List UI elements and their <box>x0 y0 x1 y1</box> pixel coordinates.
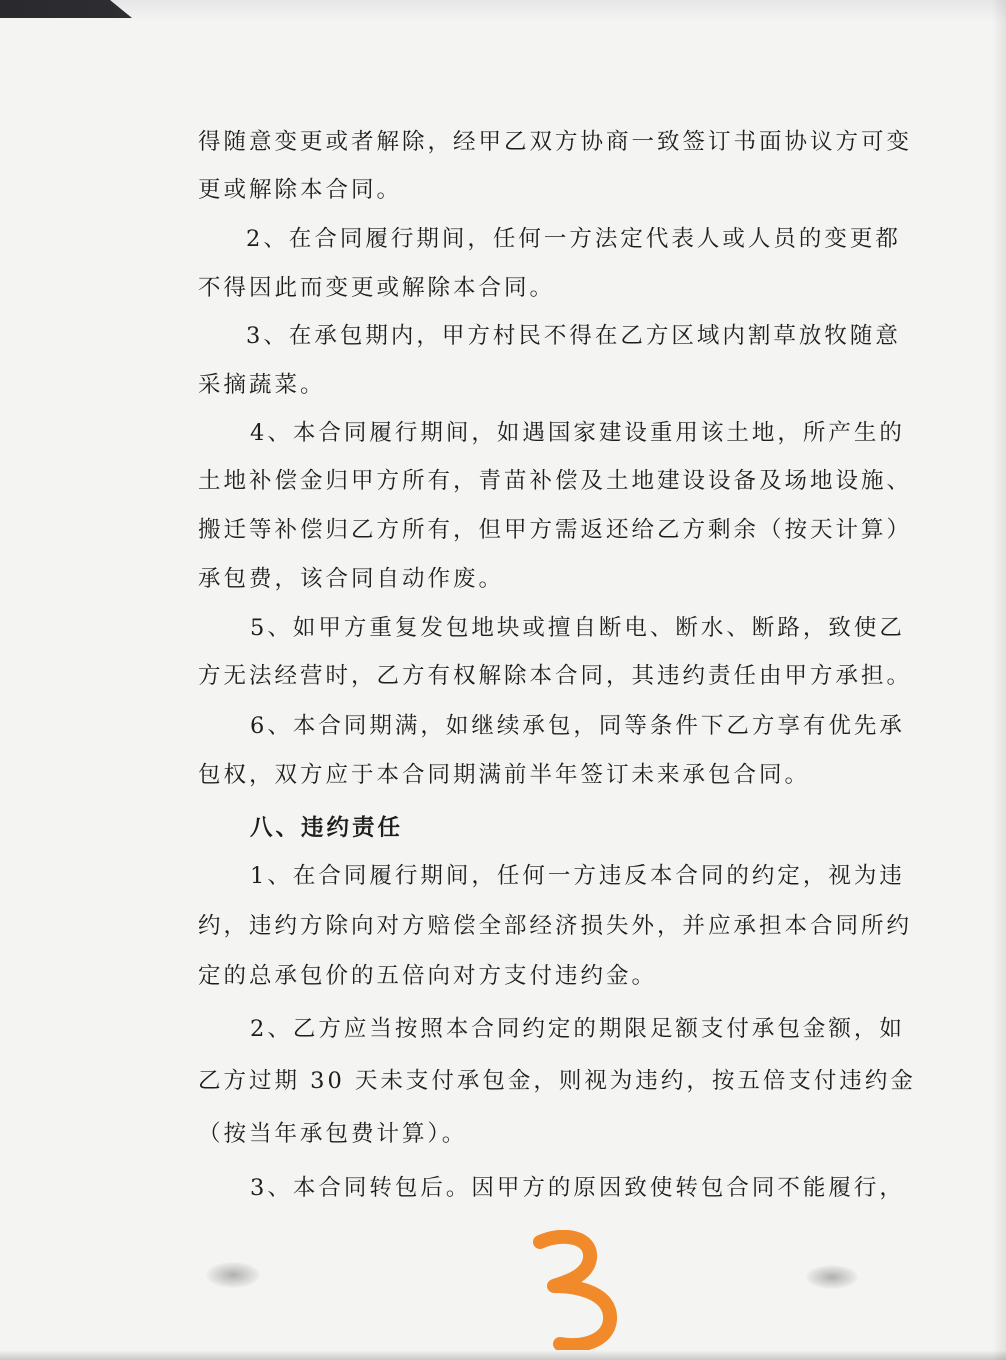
binding-hole-left <box>206 1262 260 1288</box>
text-line: 采摘蔬菜。 <box>198 372 326 398</box>
text-line: 定的总承包价的五倍向对方支付违约金。 <box>198 963 658 989</box>
text-line: 得随意变更或者解除，经甲乙双方协商一致签订书面协议方可变 <box>198 129 913 155</box>
handwritten-page-number <box>532 1230 622 1350</box>
clause-7-2: 2、在合同履行期间，任何一方法定代表人或人员的变更都 <box>246 226 901 252</box>
clause-7-3: 3、在承包期内，甲方村民不得在乙方区域内割草放牧随意 <box>246 323 901 349</box>
handwritten-3-stroke <box>540 1237 610 1345</box>
section-heading-breach-liability: 八、违约责任 <box>250 815 404 841</box>
text-line: 乙方过期 30 天未支付承包金，则视为违约，按五倍支付违约金 <box>198 1068 916 1094</box>
text-line: 不得因此而变更或解除本合同。 <box>198 275 556 301</box>
clause-8-1: 1、在合同履行期间，任何一方违反本合同的约定，视为违 <box>250 863 905 889</box>
binding-hole-right <box>806 1265 858 1289</box>
clause-7-4: 4、本合同履行期间，如遇国家建设重用该土地，所产生的 <box>250 420 905 446</box>
text-line: （按当年承包费计算）。 <box>198 1121 468 1147</box>
clause-7-6: 6、本合同期满，如继续承包，同等条件下乙方享有优先承 <box>250 713 905 739</box>
text-line: 土地补偿金归甲方所有，青苗补偿及土地建设设备及场地设施、 <box>198 468 913 494</box>
text-line: 方无法经营时，乙方有权解除本合同，其违约责任由甲方承担。 <box>198 663 913 689</box>
clause-8-3: 3、本合同转包后。因甲方的原因致使转包合同不能履行， <box>250 1175 905 1201</box>
text-line: 承包费，该合同自动作废。 <box>198 566 505 592</box>
text-line: 包权，双方应于本合同期满前半年签订未来承包合同。 <box>198 762 811 788</box>
text-line: 搬迁等补偿归乙方所有，但甲方需返还给乙方剩余（按天计算） <box>198 517 913 543</box>
text-line: 约，违约方除向对方赔偿全部经济损失外，并应承担本合同所约 <box>198 913 913 939</box>
clause-8-2: 2、乙方应当按照本合同约定的期限足额支付承包金额，如 <box>250 1016 905 1042</box>
clause-7-5: 5、如甲方重复发包地块或擅自断电、断水、断路，致使乙 <box>250 615 905 641</box>
text-line: 更或解除本合同。 <box>198 177 403 203</box>
